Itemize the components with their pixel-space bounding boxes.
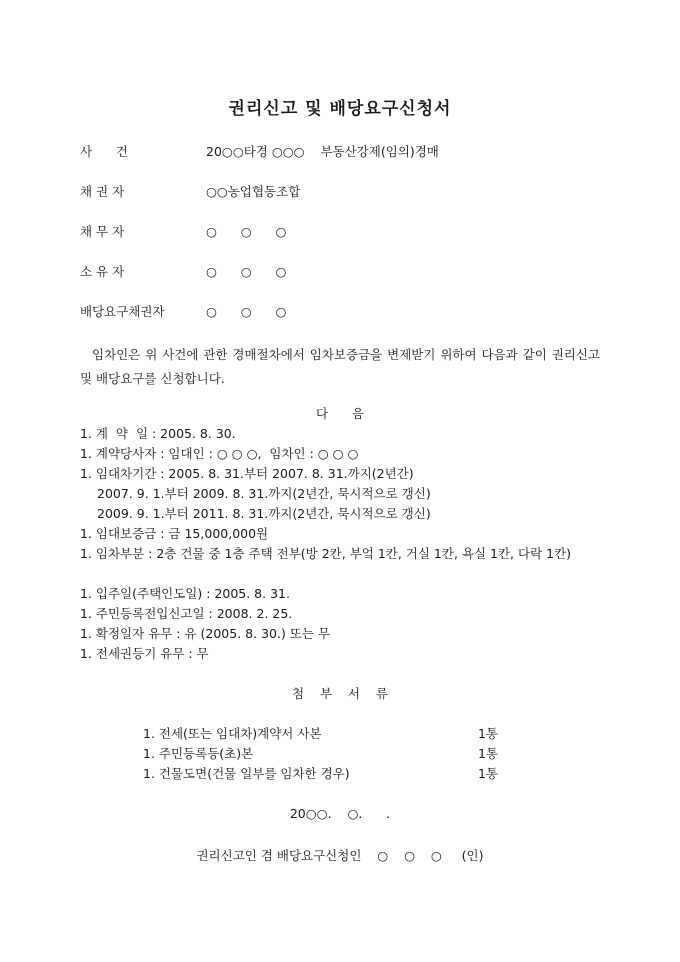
intro-paragraph: 임차인은 위 사건에 관한 경매절차에서 임차보증금을 변제받기 위하여 다음과 같이 권리신고 및 배당요구를 신청합니다.: [80, 347, 600, 386]
field-debtor-value: ○ ○ ○: [206, 224, 287, 239]
item-move-in: 1. 입주일(주택인도일) : 2005. 8. 31.: [80, 586, 290, 601]
item-deposit: 1. 임대보증금 : 금 15,000,000원: [80, 526, 269, 541]
item-registration: 1. 주민등록전입신고일 : 2008. 2. 25.: [80, 606, 293, 621]
attachment-name: 1. 건물도면(건물 일부를 임차한 경우): [143, 766, 350, 781]
item-parties: 1. 계약당사자 : 임대인 : ○ ○ ○, 임차인 : ○ ○ ○: [80, 446, 359, 461]
attachment-name: 1. 전세(또는 임대차)계약서 사본: [143, 726, 322, 741]
field-creditor-label: 채 권 자: [80, 184, 125, 199]
item-fixed-date: 1. 확정일자 유무 : 유 (2005. 8. 30.) 또는 무: [80, 626, 330, 641]
attachments-heading: 첨 부 서 류: [292, 686, 388, 701]
field-dividend-creditor-value: ○ ○ ○: [206, 304, 287, 319]
field-case-label: 사 건: [80, 144, 128, 159]
item-lease-registration: 1. 전세권등기 유무 : 무: [80, 646, 209, 661]
field-case-value: 20○○타경 ○○○ 부동산강제(임의)경매: [206, 144, 439, 159]
attachment-name: 1. 주민등록등(초)본: [143, 746, 254, 761]
attachment-count: 1통: [477, 766, 498, 781]
field-owner-label: 소 유 자: [80, 264, 125, 279]
signer-line: 권리신고인 겸 배당요구신청인 ○ ○ ○ (인): [196, 848, 484, 863]
item-leased-part: 1. 임차부분 : 2층 건물 중 1층 주택 전부(방 2칸, 부엌 1칸, 거실 1칸, 욕실 1칸, 다락 1칸): [80, 546, 572, 561]
field-dividend-creditor-label: 배당요구채권자: [80, 304, 165, 319]
field-debtor-label: 채 무 자: [80, 224, 125, 239]
item-contract-date: 1. 계 약 일 : 2005. 8. 30.: [80, 426, 236, 441]
field-owner-value: ○ ○ ○: [206, 264, 287, 279]
item-renewal-2: 2009. 9. 1.부터 2011. 8. 31.까지(2년간, 묵시적으로 갱신): [97, 506, 431, 521]
document-title: 권리신고 및 배당요구신청서: [228, 99, 452, 119]
attachment-count: 1통: [477, 726, 498, 741]
field-creditor-value: ○○농업협동조합: [206, 184, 301, 199]
item-renewal-1: 2007. 9. 1.부터 2009. 8. 31.까지(2년간, 묵시적으로 갱신): [97, 486, 431, 501]
section-heading: 다 음: [316, 406, 364, 421]
document-date: 20○○. ○. .: [289, 806, 391, 821]
item-lease-period: 1. 임대차기간 : 2005. 8. 31.부터 2007. 8. 31.까지(2년간): [80, 466, 414, 481]
attachment-count: 1통: [477, 746, 498, 761]
